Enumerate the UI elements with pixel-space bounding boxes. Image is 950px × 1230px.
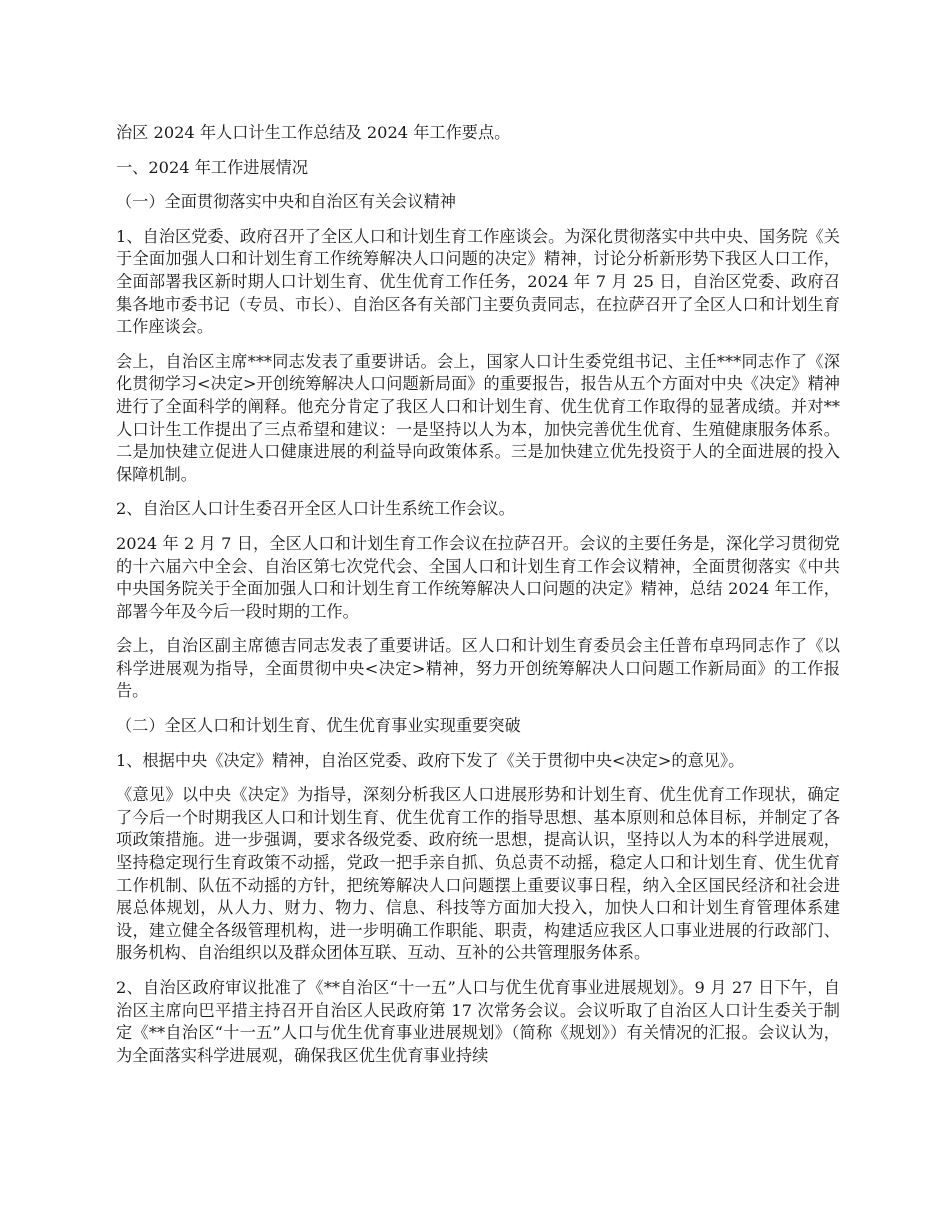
paragraph-opinion: 《意见》以中央《决定》为指导，深刻分析我区人口进展形势和计划生育、优生优育工作现状，确定了今后一个时期我区人口和计划生育、优生优育工作的指导思想、基本原则和总体目标，并制定了各项政策措施。进一步强调，要求各级党委、政府统一思想，提高认识，坚持以人为本的科学进展观，坚持稳定现行生育政策不动摇，党政一把手亲自抓、负总责不动摇，稳定人口和计划生育、优生优育工作机制、队伍不动摇的方针，把统筹解决人口问题摆上重要议事日程，纳入全区国民经济和社会进展总体规划，从人力、财力、物力、信息、科技等方面加大投入，加快人口和计划生育管理体系建设，建立健全各级管理机构，进一步明确工作职能、职责，构建适应我区人口事业进展的行政部门、服务机构、自治组织以及群众团体互联、互动、互补的公共管理服务体系。 [116, 785, 840, 963]
subsection-heading-2: （二）全区人口和计划生育、优生优育事业实现重要突破 [116, 716, 521, 736]
paragraph-item-2-1: 1、根据中央《决定》精神，自治区党委、政府下发了《关于贯彻中央<决定>的意见》。 [116, 750, 745, 770]
paragraph-intro: 治区 2024 年人口计生工作总结及 2024 年工作要点。 [116, 123, 511, 142]
paragraph-vice-chair-speech: 会上，自治区副主席德吉同志发表了重要讲话。区人口和计划生育委员会主任普布卓玛同志作了《以科学进展观为指导，全面贯彻中央<决定>精神，努力开创统筹解决人口问题工作新局面》的工作报告。 [116, 636, 840, 701]
paragraph-work-conference: 2024 年 2 月 7 日，全区人口和计划生育工作会议在拉萨召开。会议的主要任务是，深化学习贯彻党的十六届六中全会、自治区第七次党代会、全国人口和计划生育工作会议精神，全面贯彻落实《中共中央国务院关于全面加强人口和计划生育工作统筹解决人口问题的决定》精神，总结 2024 年工作，部署今年及今后一段时期的工作。 [116, 533, 840, 621]
paragraph-meeting-speech: 会上，自治区主席***同志发表了重要讲话。会上，国家人口计生委党组书记、主任***同志作了《深化贯彻学习<决定>开创统筹解决人口问题新局面》的重要报告，报告从五个方面对中央《决定》精神进行了全面科学的阐释。他充分肯定了我区人口和计划生育、优生优育工作取得的显著成绩。并对**人口计生工作提出了三点希望和建议：一是坚持以人为本，加快完善优生优育、生殖健康服务体系。二是加快建立促进人口健康进展的利益导向政策体系。三是加快建立优先投资于人的全面进展的投入保障机制。 [116, 351, 840, 484]
paragraph-item-2-2: 2、自治区政府审议批准了《**自治区“十一五”人口与优生优育事业进展规划》。9 月 27 日下午，自治区主席向巴平措主持召开自治区人民政府第 17 次常务会议。会议听取了自治区人口计生委关于制定《**自治区“十一五”人口与优生优育事业进展规划》（简称《规划》）有关情况的汇报。会议认为，为全面落实科学进展观，确保我区优生优育事业持续 [116, 978, 840, 1065]
paragraph-item-1-2: 2、自治区人口计生委召开全区人口计生系统工作会议。 [116, 499, 515, 519]
subsection-heading-1: （一）全面贯彻落实中央和自治区有关会议精神 [116, 192, 456, 212]
document-body [116, 122, 840, 1079]
paragraph-item-1-1: 1、自治区党委、政府召开了全区人口和计划生育工作座谈会。为深化贯彻落实中共中央、国务院《关于全面加强人口和计划生育工作统筹解决人口问题的决定》精神，讨论分析新形势下我区人口工作，全面部署我区新时期人口计划生育、优生优育工作任务，2024 年 7 月 25 日，自治区党委、政府召集各地市委书记（专员、市长）、自治区各有关部门主要负责同志，在拉萨召开了全区人口和计划生育工作座谈会。 [116, 226, 840, 337]
section-heading-1: 一、2024 年工作进展情况 [116, 157, 309, 177]
